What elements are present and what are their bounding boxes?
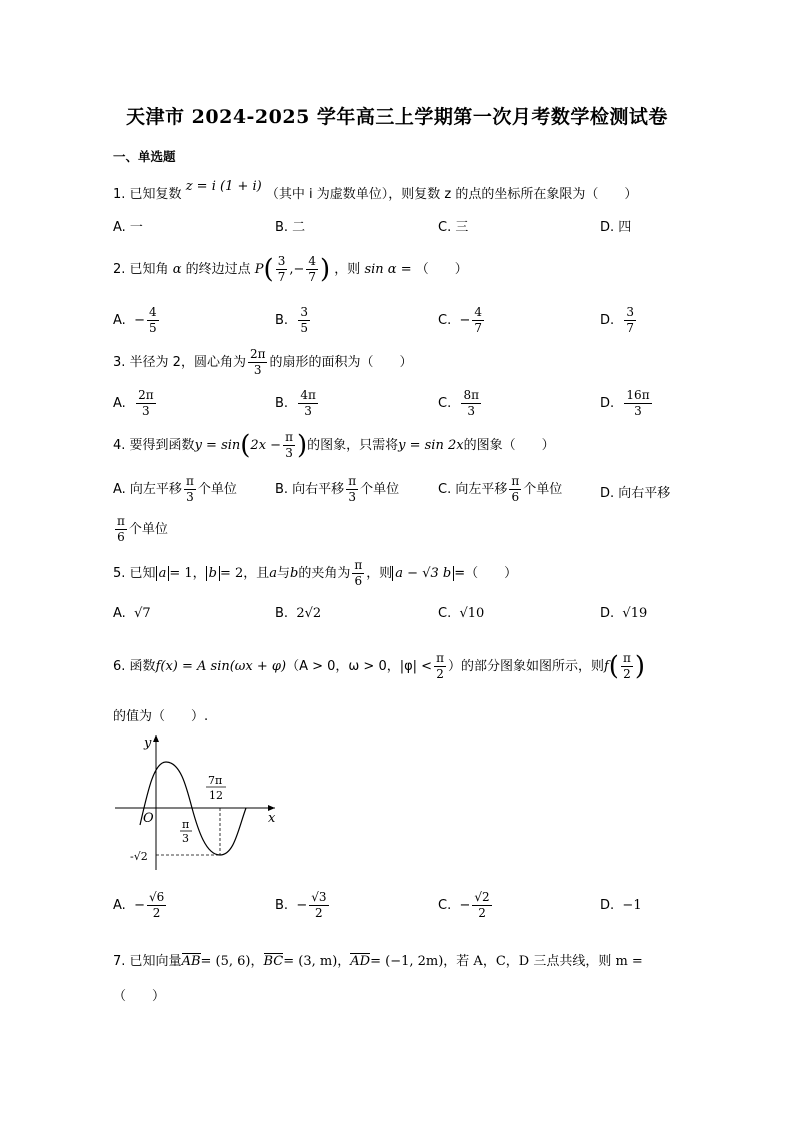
vector-magnitude: a	[156, 566, 170, 581]
math-expression: f(x) = A sin(ωx + φ)	[155, 659, 287, 674]
option-b[interactable]: B. 二	[275, 220, 306, 235]
question-text: 已知角	[129, 262, 169, 277]
option-c[interactable]: C. √10	[438, 606, 485, 621]
vector-ad: AD	[350, 954, 371, 969]
fraction: $\frac{2\pi}{3}$	[249, 347, 266, 377]
question-text: 要得到函数	[129, 438, 195, 453]
question-number: 3.	[113, 355, 126, 370]
question-text: ，则	[334, 262, 361, 277]
tick-label-denominator: 12	[209, 789, 223, 802]
question-4: 4. 要得到函数y = sin(2x − $\frac{\pi}{3}$ )的图象，只需将y = sin 2x的图象（ ）	[113, 430, 555, 461]
math-symbol: α	[172, 262, 182, 277]
question-number: 5.	[113, 566, 126, 581]
tick-label-denominator: 3	[182, 832, 189, 845]
vector-magnitude: b	[206, 566, 220, 581]
question-text: （其中 i 为虚数单位），则复数 z 的点的坐标所在象限为（ ）	[265, 187, 638, 202]
tick-label-numerator: π	[182, 818, 190, 831]
option-d[interactable]: D. $\frac{3}{7}$	[600, 305, 635, 335]
origin-label: O	[143, 811, 154, 826]
option-d[interactable]: D. −1	[600, 898, 642, 913]
page-title: 天津市 2024-2025 学年高三上学期第一次月考数学检测试卷	[126, 106, 668, 128]
option-c[interactable]: C. $\frac{8\pi}{3}$	[438, 388, 480, 418]
math-expression: z = i (1 + i)	[185, 179, 262, 194]
option-d-continued: $\frac{\pi}{6}$ 个单位	[117, 514, 168, 544]
question-text: 的图象，只需将	[307, 438, 399, 453]
option-b[interactable]: B. $\frac{4\pi}{3}$	[275, 388, 316, 418]
question-number: 1.	[113, 187, 126, 202]
tick-label-numerator: 7π	[208, 774, 223, 787]
math-expression: sin α =	[364, 262, 412, 277]
option-c[interactable]: C. − $\frac{4}{7}$	[438, 305, 483, 335]
question-7: 7. 已知向量AB= (5, 6)，BC= (3, m)，AD= (−1, 2m)，若 A，C，D 三点共线，则 m =	[113, 954, 643, 969]
option-d[interactable]: D. 向右平移	[600, 486, 671, 501]
question-text: 半径为 2，圆心角为	[129, 355, 246, 370]
question-text: 函数	[129, 659, 156, 674]
answer-blank: （ ）	[415, 262, 468, 277]
fraction: $\frac{3}{7}$	[277, 254, 286, 284]
question-5: 5. 已知 a = 1， b = 2，且a与b的夹角为 $\frac{\pi}{6}$ ，则 a − √3 b =（ ）	[113, 558, 518, 588]
sine-graph	[110, 730, 290, 875]
question-3	[113, 347, 413, 378]
math-expression: y = sin	[194, 438, 241, 453]
section-heading: 一、单选题	[113, 149, 176, 164]
option-a[interactable]: A. 向左平移 $\frac{\pi}{3}$ 个单位	[113, 474, 237, 504]
option-b[interactable]: B. − $\frac{√3}{2}$	[275, 890, 327, 920]
question-6: 6. 函数f(x) = A sin(ωx + φ)（A > 0，ω > 0，|φ| < $\frac{\pi}{2}$ ）的部分图象如图所示，则f( $\frac{\pi}{2}$ )	[113, 651, 645, 682]
option-a[interactable]: A. √7	[113, 606, 151, 621]
question-number: 2.	[113, 262, 126, 277]
answer-blank: （ ）	[113, 989, 166, 1004]
option-a[interactable]: A. − $\frac{√6}{2}$	[113, 890, 165, 920]
option-d[interactable]: D. $\frac{16\pi}{3}$	[600, 388, 650, 418]
option-d[interactable]: D. 四	[600, 220, 632, 235]
option-a[interactable]: A. − $\frac{4}{5}$	[113, 305, 157, 335]
option-c[interactable]: C. 三	[438, 220, 469, 235]
question-number: 7.	[113, 954, 126, 969]
option-b[interactable]: B. $\frac{3}{5}$	[275, 305, 308, 335]
question-text: 的终边过点	[185, 262, 251, 277]
y-label: y	[144, 736, 152, 751]
question-text: 的图象（ ）	[463, 438, 555, 453]
option-a[interactable]: A. $\frac{2\pi}{3}$	[113, 388, 154, 418]
option-c[interactable]: C. − $\frac{√2}{2}$	[438, 890, 490, 920]
question-number: 6.	[113, 659, 126, 674]
y-min-label: -√2	[130, 850, 148, 863]
vector-magnitude: a − √3 b	[392, 566, 454, 581]
math-expression: y = sin 2x	[398, 438, 464, 453]
option-a[interactable]: A. 一	[113, 220, 143, 235]
answer-blank: =（ ）	[454, 566, 518, 581]
vector-ab: AB	[181, 954, 201, 969]
question-1	[113, 179, 638, 202]
option-b[interactable]: B. 向右平移 $\frac{\pi}{3}$ 个单位	[275, 474, 400, 504]
question-text: 已知	[129, 566, 156, 581]
x-label: x	[268, 811, 276, 826]
option-b[interactable]: B. 2√2	[275, 606, 322, 621]
option-c[interactable]: C. 向左平移 $\frac{\pi}{6}$ 个单位	[438, 474, 563, 504]
question-number: 4.	[113, 438, 126, 453]
question-text: 已知向量	[129, 954, 182, 969]
question-text: 已知复数	[129, 187, 182, 202]
question-6-line2: 的值为（ ）.	[113, 709, 209, 724]
question-2: 2. 已知角 α 的终边过点 P( $\frac{3}{7}$ ,− $\frac{4}{7}$ ) ，则 sin α = （ ）	[113, 254, 468, 285]
option-d[interactable]: D. √19	[600, 606, 648, 621]
math-symbol: P	[254, 262, 264, 277]
fraction: $\frac{4}{7}$	[308, 254, 316, 284]
y-axis-arrow	[153, 735, 159, 742]
question-text: 的扇形的面积为（ ）	[269, 355, 413, 370]
vector-bc: BC	[263, 954, 284, 969]
